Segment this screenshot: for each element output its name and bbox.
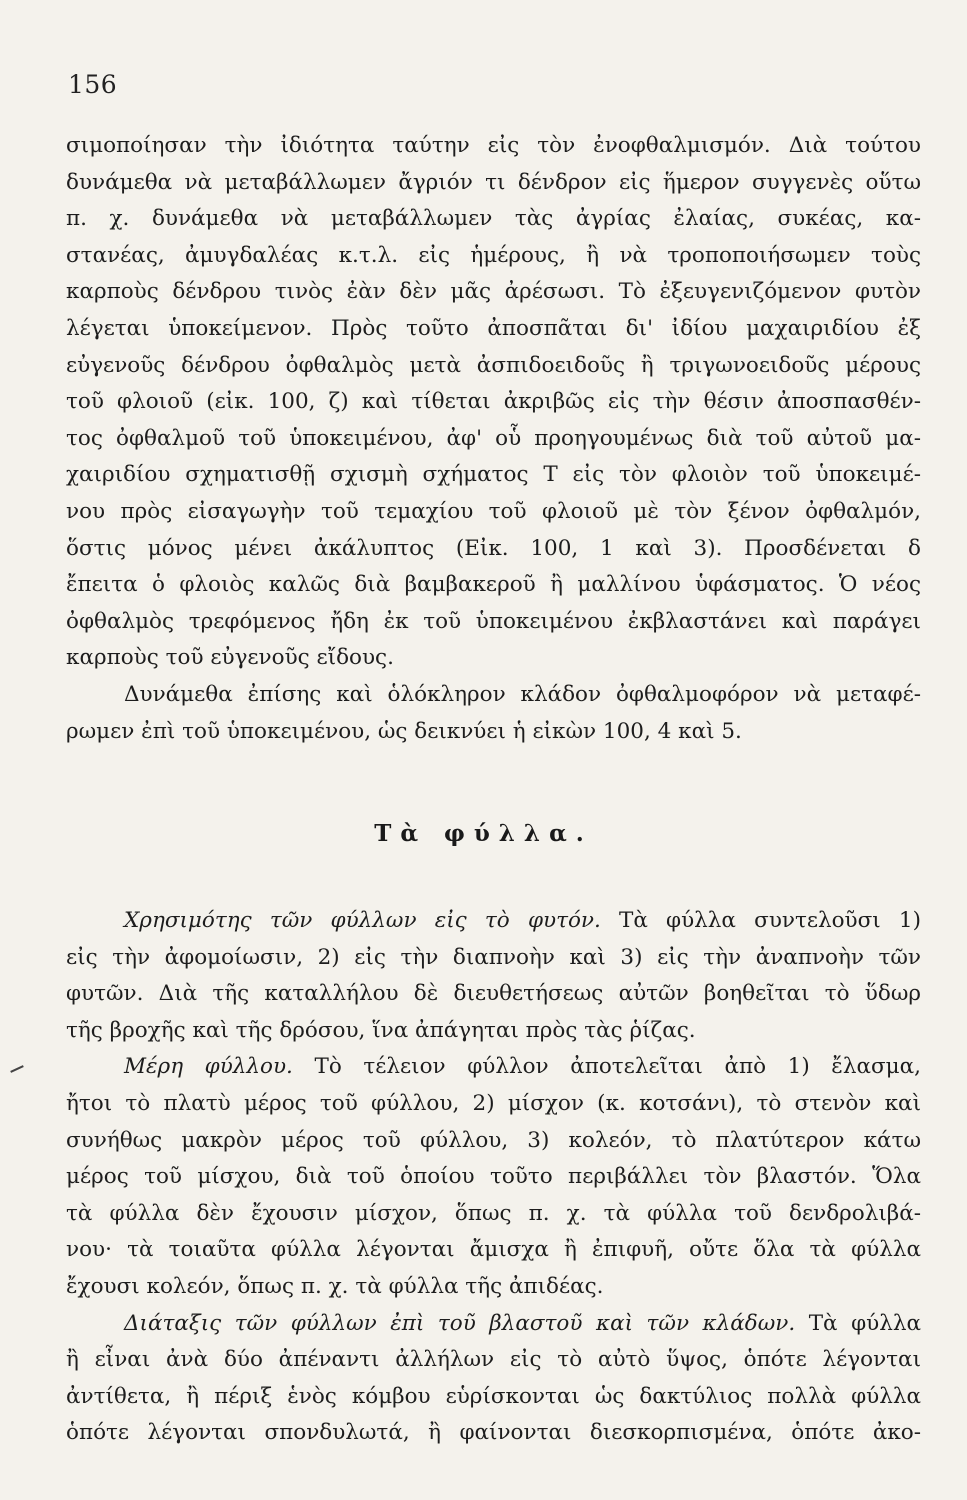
text-line: καρποὺς δένδρου τινὸς ἐὰν δὲν μᾶς ἀρέσωσι. Τὸ ἐξευγενιζόμενον φυτὸν <box>66 279 921 305</box>
text-line: συνήθως μακρὸν μέρος τοῦ φύλλου, 3) κολεόν, τὸ πλατύτερον κάτω <box>66 1127 921 1153</box>
text-line: ὅστις μόνος μένει ἀκάλυπτος (Εἰκ. 100, 1 καὶ 3). Προσδένεται δ <box>66 535 921 561</box>
text-line: ἢ εἶναι ἀνὰ δύο ἀπέναντι ἀλλήλων εἰς τὸ αὐτὸ ὕψος, ὁπότε λέγονται <box>66 1347 921 1373</box>
text-line: ὁπότε λέγονται σπονδυλωτά, ἢ φαίνονται διεσκορπισμένα, ὁπότε ἀκο- <box>66 1420 921 1446</box>
text-line: μέρος τοῦ μίσχου, διὰ τοῦ ὁποίου τοῦτο περιβάλλει τὸν βλαστόν. Ὅλα <box>66 1164 921 1190</box>
text-line: Δυνάμεθα ἐπίσης καὶ ὁλόκληρον κλάδον ὀφθαλμοφόρον νὰ μεταφέ- <box>124 681 921 707</box>
paragraph-title: Χρησιμότης τῶν φύλλων εἰς τὸ φυτόν. <box>124 908 601 933</box>
paragraph-title: Διάταξις τῶν φύλλων ἐπὶ τοῦ βλαστοῦ καὶ τῶν κλάδων. <box>124 1310 796 1336</box>
text-line: τος ὀφθαλμοῦ τοῦ ὑποκειμένου, ἀφ' οὗ προηγουμένως διὰ τοῦ αὐτοῦ μα- <box>66 425 921 451</box>
text-line: ἔχουσι κολεόν, ὅπως π. χ. τὰ φύλλα τῆς ἀπιδέας. <box>66 1273 604 1299</box>
text-line: στανέας, ἀμυγδαλέας κ.τ.λ. εἰς ἡμέρους, ἢ νὰ τροποποιήσωμεν τοὺς <box>66 242 921 268</box>
page-number: 156 <box>68 70 118 99</box>
paragraph-first-line <box>66 903 921 940</box>
text-line: ἔπειτα ὁ φλοιὸς καλῶς διὰ βαμβακεροῦ ἢ μαλλίνου ὑφάσματος. Ὁ νέος <box>66 572 921 598</box>
paragraph-first-line <box>66 1049 921 1086</box>
text-line: π. χ. δυνάμεθα νὰ μεταβάλλωμεν τὰς ἀγρίας ἐλαίας, συκέας, κα- <box>66 206 921 232</box>
text-line: δυνάμεθα νὰ μεταβάλλωμεν ἄγριόν τι δένδρον εἰς ἥμερον συγγενὲς οὕτω <box>66 169 921 195</box>
text-line: ἀντίθετα, ἢ πέριξ ἑνὸς κόμβου εὑρίσκονται ὡς δακτύλιος πολλὰ φύλλα <box>66 1383 921 1409</box>
text-line: νου πρὸς εἰσαγωγὴν τοῦ τεμαχίου τοῦ φλοιοῦ μὲ τὸν ξένον ὀφθαλμόν, <box>66 498 921 524</box>
text-line: λέγεται ὑποκείμενον. Πρὸς τοῦτο ἀποσπᾶται δι' ἰδίου μαχαιριδίου ἐξ <box>66 315 921 341</box>
paragraph-text: Τὰ φύλλα <box>795 1310 921 1336</box>
paragraph-text: Τὸ τέλειον φύλλον ἀποτελεῖται ἀπὸ 1) ἔλασμα, <box>292 1054 921 1080</box>
text-line: τὰ φύλλα δὲν ἔχουσιν μίσχον, ὅπως π. χ. τὰ φύλλα τοῦ δενδρολιβά- <box>66 1200 921 1226</box>
paragraph-text: Τὰ φύλλα συντελοῦσι 1) <box>600 908 921 933</box>
text-line: εἰς τὴν ἀφομοίωσιν, 2) εἰς τὴν διαπνοὴν καὶ 3) εἰς τὴν ἀναπνοὴν τῶν <box>66 944 921 970</box>
text-line: τῆς βροχῆς καὶ τῆς δρόσου, ἵνα ἀπάγηται πρὸς τὰς ῥίζας. <box>66 1017 696 1043</box>
body-text-bottom <box>66 903 921 1452</box>
text-line: φυτῶν. Διὰ τῆς καταλλήλου δὲ διευθετήσεως αὐτῶν βοηθεῖται τὸ ὕδωρ <box>66 981 921 1007</box>
text-line: χαιριδίου σχηματισθῇ σχισμὴ σχήματος Τ εἰς τὸν φλοιὸν τοῦ ὑποκειμέ- <box>66 462 921 488</box>
text-line: εὐγενοῦς δένδρου ὀφθαλμὸς μετὰ ἀσπιδοειδοῦς ἢ τριγωνοειδοῦς μέρους <box>66 352 921 378</box>
text-line: ἤτοι τὸ πλατὺ μέρος τοῦ φύλλου, 2) μίσχον (κ. κοτσάνι), τὸ στενὸν καὶ <box>66 1090 921 1116</box>
text-line: σιμοποίησαν τὴν ἰδιότητα ταύτην εἰς τὸν ἐνοφθαλμισμόν. Διὰ τούτου <box>66 133 921 158</box>
section-heading: Τὰ φύλλα. <box>374 820 593 847</box>
paragraph-title: Μέρη φύλλου. <box>124 1054 293 1080</box>
text-line: ὀφθαλμὸς τρεφόμενος ἤδη ἐκ τοῦ ὑποκειμένου ἐκβλαστάνει καὶ παράγει <box>66 608 921 634</box>
body-text-top <box>66 128 921 750</box>
paragraph-first-line <box>66 1306 921 1343</box>
text-line: τοῦ φλοιοῦ (εἰκ. 100, ζ) καὶ τίθεται ἀκριβῶς εἰς τὴν θέσιν ἀποσπασθέν- <box>66 389 921 415</box>
text-line: ρωμεν ἐπὶ τοῦ ὑποκειμένου, ὡς δεικνύει ἡ εἰκὼν 100, 4 καὶ 5. <box>66 718 742 744</box>
margin-mark <box>10 1065 24 1073</box>
text-line: καρποὺς τοῦ εὐγενοῦς εἴδους. <box>66 645 394 671</box>
text-line: νου· τὰ τοιαῦτα φύλλα λέγονται ἄμισχα ἢ ἐπιφυῆ, οὔτε ὅλα τὰ φύλλα <box>66 1237 921 1263</box>
